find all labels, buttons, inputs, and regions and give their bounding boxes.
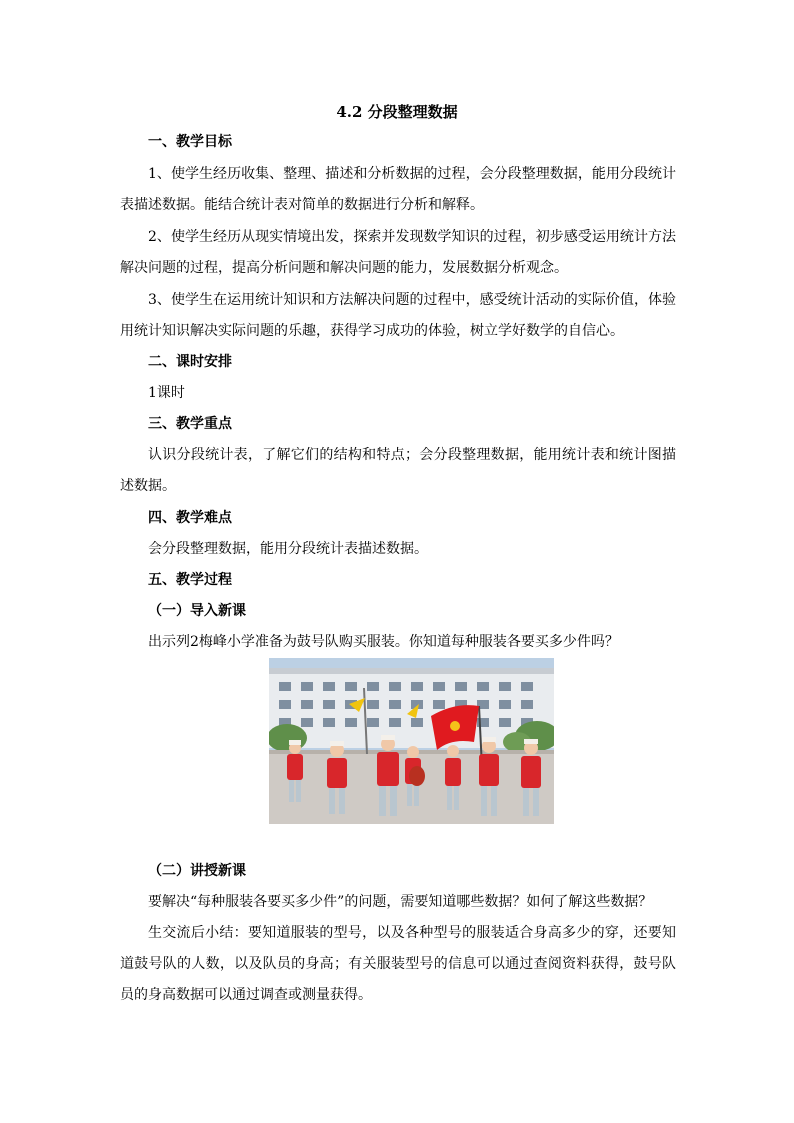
objective-paragraph-3: 3、使学生在运用统计知识和方法解决问题的过程中，感受统计活动的实际价值，体验用统计知识解决实际问题的乐趣，获得学习成功的体验，树立学好数学的自信心。 [120,292,676,339]
document-title: 4.2 分段整理数据 [336,103,458,121]
section-heading-schedule: 二、课时安排 [148,354,232,370]
section-heading-key-points: 三、教学重点 [148,416,232,432]
schedule-text: 1课时 [148,385,185,401]
key-points-text: 认识分段统计表，了解它们的结构和特点；会分段整理数据，能用统计表和统计图描述数据。 [120,447,676,494]
new-lesson-paragraph-2: 生交流后小结：要知道服装的型号，以及各种型号的服装适合身高多少的穿，还要知道鼓号队的人数，以及队员的身高；有关服装型号的信息可以通过查阅资料获得，鼓号队员的身高数据可以通过调查或测量获得。 [120,925,676,1003]
intro-text: 出示列2梅峰小学准备为鼓号队购买服装。你知道每种服装各要买多少件吗？ [148,634,619,650]
new-lesson-paragraph-1: 要解决“每种服装各要买多少件”的问题，需要知道哪些数据？如何了解这些数据？ [148,894,653,910]
objective-paragraph-2: 2、使学生经历从现实情境出发，探索并发现数学知识的过程，初步感受运用统计方法解决问题的过程，提高分析问题和解决问题的能力，发展数据分析观念。 [120,229,676,276]
section-heading-difficulties: 四、教学难点 [148,510,232,526]
subsection-heading-new-lesson: （二）讲授新课 [148,863,246,879]
difficulties-text: 会分段整理数据，能用分段统计表描述数据。 [148,541,428,557]
band-photo [269,658,554,824]
objective-paragraph-1: 1、使学生经历收集、整理、描述和分析数据的过程，会分段整理数据，能用分段统计表描述数据。能结合统计表对简单的数据进行分析和解释。 [120,166,676,213]
subsection-heading-intro: （一）导入新课 [148,603,246,619]
section-heading-process: 五、教学过程 [148,572,232,588]
section-heading-objectives: 一、教学目标 [148,134,232,150]
